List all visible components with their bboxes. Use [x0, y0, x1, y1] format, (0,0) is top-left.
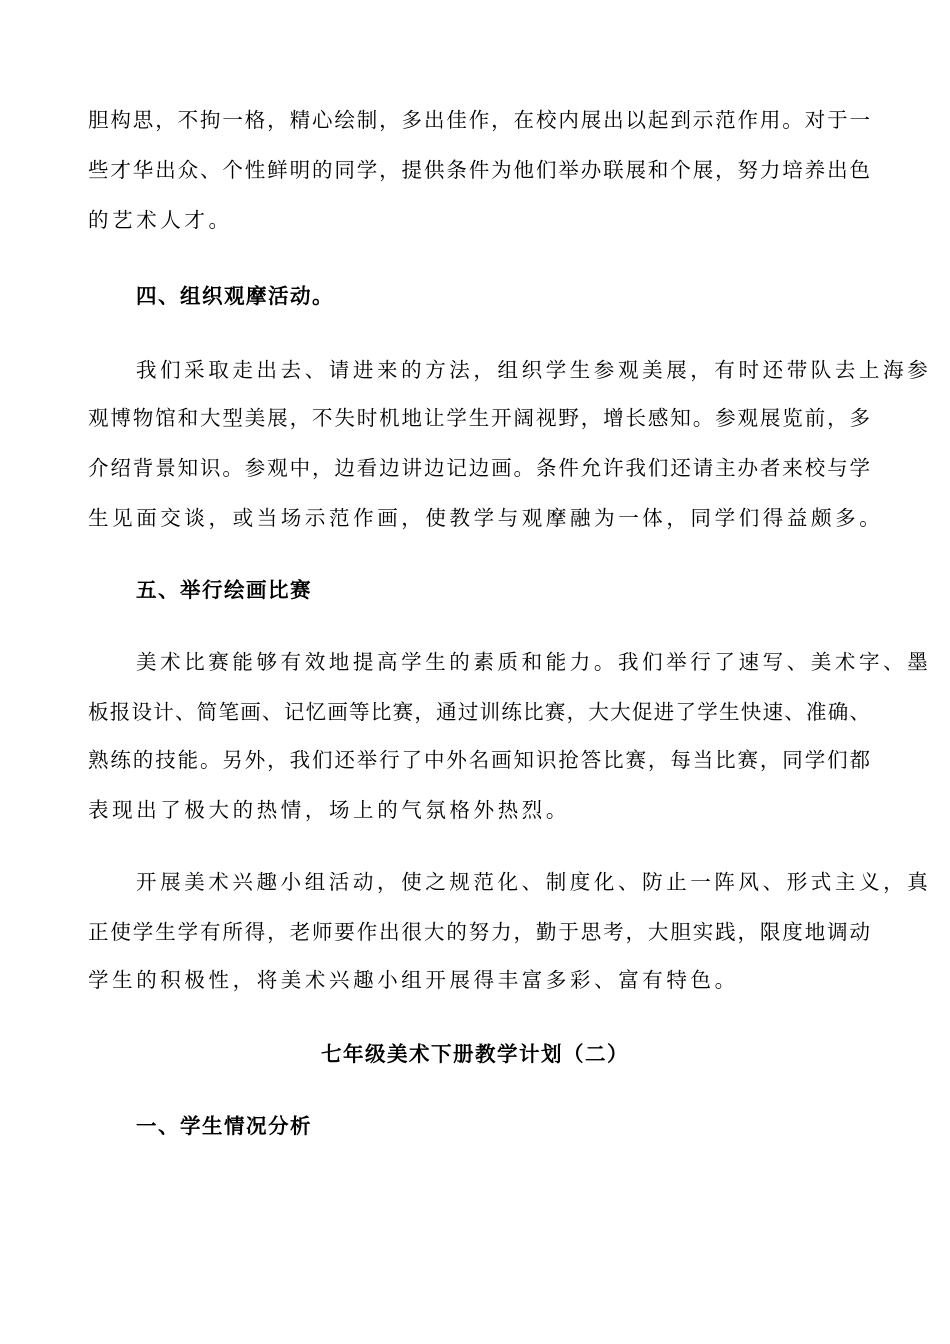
section-heading-4: 四、组织观摩活动。	[136, 284, 334, 308]
paragraph-line: 介绍背景知识。参观中，边看边讲边记边画。条件允许我们还请主办者来校与学	[88, 456, 870, 480]
paragraph-line: 开展美术兴趣小组活动，使之规范化、制度化、防止一阵风、形式主义，真	[136, 870, 932, 894]
paragraph-line: 观博物馆和大型美展，不失时机地让学生开阔视野，增长感知。参观展览前，多	[88, 406, 870, 430]
paragraph-line: 表现出了极大的热情，场上的气氛格外热烈。	[88, 798, 570, 822]
paragraph-line: 学生的积极性，将美术兴趣小组开展得丰富多彩、富有特色。	[88, 968, 739, 992]
paragraph-line: 板报设计、简笔画、记忆画等比赛，通过训练比赛，大大促进了学生快速、准确、	[88, 700, 870, 724]
paragraph-line: 胆构思，不拘一格，精心绘制，多出佳作，在校内展出以起到示范作用。对于一	[88, 108, 870, 132]
paragraph-line: 的艺术人才。	[88, 208, 233, 232]
paragraph-line: 些才华出众、个性鲜明的同学，提供条件为他们举办联展和个展，努力培养出色	[88, 158, 870, 182]
document-title: 七年级美术下册教学计划（二）	[321, 1042, 629, 1066]
paragraph-line: 熟练的技能。另外，我们还举行了中外名画知识抢答比赛，每当比赛，同学们都	[88, 748, 870, 772]
paragraph-line: 生见面交谈，或当场示范作画，使教学与观摩融为一体，同学们得益颇多。	[88, 506, 884, 530]
section-heading-student-analysis: 一、学生情况分析	[136, 1114, 312, 1138]
paragraph-line: 正使学生学有所得，老师要作出很大的努力，勤于思考，大胆实践，限度地调动	[88, 920, 870, 944]
paragraph-line: 我们采取走出去、请进来的方法，组织学生参观美展，有时还带队去上海参	[136, 358, 932, 382]
section-heading-5: 五、举行绘画比赛	[136, 578, 312, 602]
paragraph-line: 美术比赛能够有效地提高学生的素质和能力。我们举行了速写、美术字、墨	[136, 650, 932, 674]
